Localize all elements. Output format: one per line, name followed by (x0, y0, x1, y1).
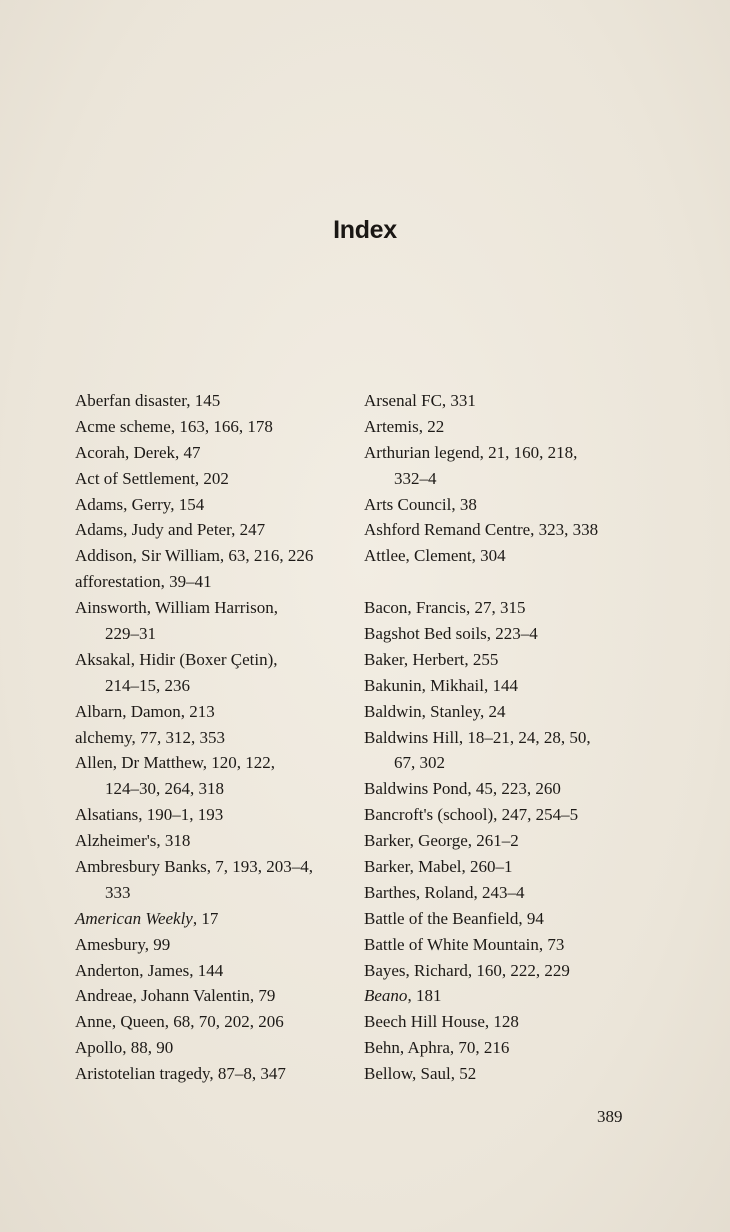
index-entry: Barthes, Roland, 243–4 (364, 882, 525, 902)
page-title: Index (333, 216, 397, 244)
index-entry-continuation: 332–4 (394, 468, 437, 488)
index-entry: Barker, George, 261–2 (364, 831, 519, 851)
section-gap (364, 569, 664, 595)
index-entry: Ambresbury Banks, 7, 193, 203–4, (75, 857, 313, 877)
index-entry: Adams, Judy and Peter, 247 (75, 520, 266, 540)
index-entry: Battle of White Mountain, 73 (364, 934, 565, 954)
index-entry: Addison, Sir William, 63, 216, 226 (75, 546, 314, 566)
index-entry: Ainsworth, William Harrison, (75, 598, 278, 618)
index-entry: Anne, Queen, 68, 70, 202, 206 (75, 1012, 284, 1032)
index-entry: Barker, Mabel, 260–1 (364, 857, 513, 877)
index-entry: Alzheimer's, 318 (75, 831, 191, 851)
index-entry: Adams, Gerry, 154 (75, 494, 205, 514)
index-entry: Amesbury, 99 (75, 934, 171, 954)
index-entry: Behn, Aphra, 70, 216 (364, 1038, 510, 1058)
index-entry: Acme scheme, 163, 166, 178 (75, 416, 273, 436)
index-entry: Bacon, Francis, 27, 315 (364, 598, 526, 618)
index-entry: Acorah, Derek, 47 (75, 442, 201, 462)
index-entry: Act of Settlement, 202 (75, 468, 229, 488)
index-entry: afforestation, 39–41 (75, 572, 212, 592)
index-entry: Albarn, Damon, 213 (75, 701, 215, 721)
index-entry: Bakunin, Mikhail, 144 (364, 675, 518, 695)
index-entry: Aristotelian tragedy, 87–8, 347 (75, 1064, 286, 1084)
index-entry: Battle of the Beanfield, 94 (364, 908, 544, 928)
index-entry-italic: American Weekly, 17 (75, 908, 219, 928)
index-entry-continuation: 333 (105, 882, 131, 902)
index-entry: Baker, Herbert, 255 (364, 649, 499, 669)
index-entry: Aberfan disaster, 145 (75, 391, 221, 410)
index-entry: Attlee, Clement, 304 (364, 546, 506, 566)
index-entry-continuation: 214–15, 236 (105, 675, 190, 695)
index-entry-continuation: 67, 302 (394, 753, 445, 773)
index-entry: alchemy, 77, 312, 353 (75, 727, 225, 747)
index-entry: Alsatians, 190–1, 193 (75, 805, 224, 825)
index-entry: Andreae, Johann Valentin, 79 (75, 986, 276, 1006)
index-entry: Arts Council, 38 (364, 494, 477, 514)
index-entry: Bayes, Richard, 160, 222, 229 (364, 960, 570, 980)
index-entry-continuation: 124–30, 264, 318 (105, 779, 224, 799)
index-column-left (75, 388, 375, 1087)
index-entry: Artemis, 22 (364, 416, 445, 436)
index-column-right (364, 388, 664, 1087)
index-entry: Aksakal, Hidir (Boxer Çetin), (75, 649, 278, 669)
index-entry: Ashford Remand Centre, 323, 338 (364, 520, 599, 540)
index-entry: Bancroft's (school), 247, 254–5 (364, 805, 579, 825)
index-entry: Beech Hill House, 128 (364, 1012, 519, 1032)
page-number: 389 (597, 1107, 623, 1126)
index-entry: Apollo, 88, 90 (75, 1038, 174, 1058)
index-entry: Arthurian legend, 21, 160, 218, (364, 442, 578, 462)
index-entry: Allen, Dr Matthew, 120, 122, (75, 753, 276, 773)
index-entry: Baldwins Pond, 45, 223, 260 (364, 779, 561, 799)
index-entry: Baldwins Hill, 18–21, 24, 28, 50, (364, 727, 591, 747)
index-entry: Anderton, James, 144 (75, 960, 224, 980)
index-entry-italic: Beano, 181 (364, 986, 442, 1006)
index-entry: Baldwin, Stanley, 24 (364, 701, 506, 721)
index-entry-continuation: 229–31 (105, 624, 156, 644)
index-entry: Arsenal FC, 331 (364, 391, 476, 410)
index-entry: Bellow, Saul, 52 (364, 1064, 477, 1084)
index-entry: Bagshot Bed soils, 223–4 (364, 624, 538, 644)
